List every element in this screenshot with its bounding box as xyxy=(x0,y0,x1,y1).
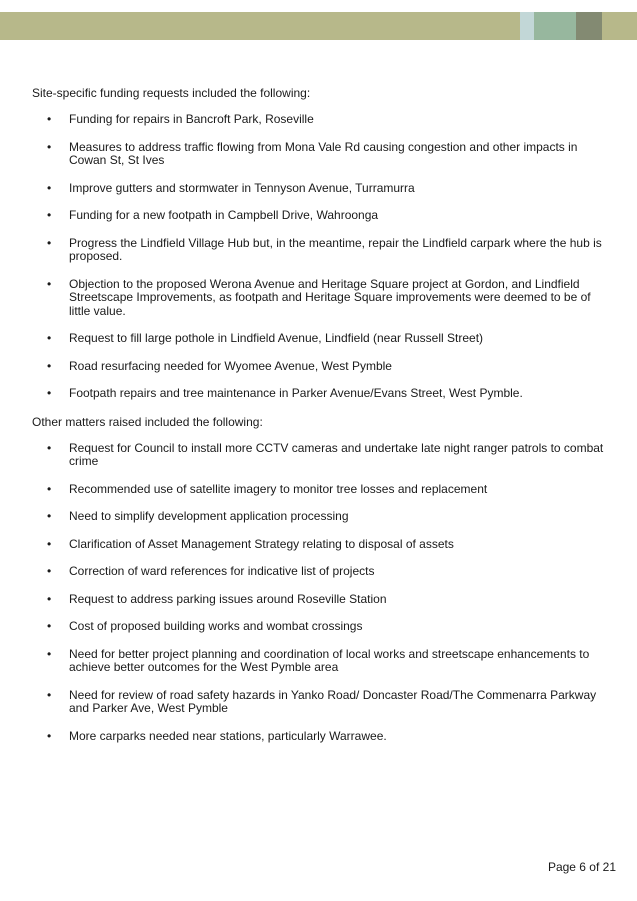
list-item-text: Improve gutters and stormwater in Tennyson Avenue, Turramurra xyxy=(69,180,415,195)
bullet-icon: • xyxy=(47,331,52,345)
header-color-band xyxy=(0,12,637,40)
other-matters-list xyxy=(32,442,612,744)
list-item-text: Request to fill large pothole in Lindfield Avenue, Lindfield (near Russell Street) xyxy=(69,331,484,345)
list-item xyxy=(32,648,612,675)
list-item-text: Request for Council to install more CCTV cameras and undertake late night ranger patrols to combat crime xyxy=(69,440,604,468)
bullet-icon: • xyxy=(47,728,52,743)
header-band-sage xyxy=(534,12,576,40)
list-item xyxy=(32,360,612,374)
bullet-icon: • xyxy=(47,591,52,606)
list-item xyxy=(32,538,612,552)
bullet-icon: • xyxy=(47,276,52,291)
bullet-icon: • xyxy=(47,358,52,373)
bullet-icon: • xyxy=(47,646,52,661)
list-item xyxy=(32,483,612,497)
header-band-light-blue xyxy=(520,12,534,40)
bullet-icon: • xyxy=(47,139,52,154)
list-item xyxy=(32,442,612,469)
page-number: Page 6 of 21 xyxy=(547,860,616,874)
bullet-icon: • xyxy=(47,619,52,633)
list-item-text: Need for better project planning and coordination of local works and streetscape enhancements to achieve better outcomes for the West Pymble area xyxy=(69,646,590,674)
list-item xyxy=(32,332,612,346)
bullet-icon: • xyxy=(47,481,52,496)
list-item-text: Progress the Lindfield Village Hub but, in the meantime, repair the Lindfield carpark where the hub is proposed. xyxy=(69,235,602,263)
bullet-icon: • xyxy=(47,687,52,702)
list-item xyxy=(32,510,612,524)
list-item-text: Footpath repairs and tree maintenance in Parker Avenue/Evans Street, West Pymble. xyxy=(69,386,523,400)
list-item xyxy=(32,387,612,401)
bullet-icon: • xyxy=(47,208,52,222)
list-item-text: Measures to address traffic flowing from Mona Vale Rd causing congestion and other impacts in Cowan St, St Ives xyxy=(69,139,578,167)
list-item xyxy=(32,113,612,127)
site-specific-list xyxy=(32,113,612,401)
list-item-text: Need to simplify development application processing xyxy=(69,509,349,523)
list-item-text: Correction of ward references for indicative list of projects xyxy=(69,564,375,578)
list-item xyxy=(32,593,612,607)
bullet-icon: • xyxy=(47,180,52,195)
bullet-icon: • xyxy=(47,536,52,551)
bullet-icon: • xyxy=(47,440,52,455)
list-item xyxy=(32,620,612,634)
list-item-text: Cost of proposed building works and wombat crossings xyxy=(69,619,363,633)
list-item-text: Objection to the proposed Werona Avenue and Heritage Square project at Gordon, and Lindfield Streetscape Improvements, as footpath and Heritage Square improvements were deemed to be of little value. xyxy=(69,276,591,318)
list-item-text: Need for review of road safety hazards in Yanko Road/ Doncaster Road/The Commenarra Parkway and Parker Ave, West Pymble xyxy=(69,687,597,715)
list-item xyxy=(32,278,612,319)
list-item xyxy=(32,182,612,196)
bullet-icon: • xyxy=(47,509,52,523)
list-item-text: Request to address parking issues around Roseville Station xyxy=(69,591,387,606)
bullet-icon: • xyxy=(47,386,52,400)
list-item xyxy=(32,689,612,716)
list-item xyxy=(32,237,612,264)
intro-site-specific: Site-specific funding requests included the following: xyxy=(32,86,311,100)
list-item-text: More carparks needed near stations, particularly Warrawee. xyxy=(69,728,387,743)
list-item-text: Funding for a new footpath in Campbell Drive, Wahroonga xyxy=(69,208,379,222)
list-item xyxy=(32,565,612,579)
list-item-text: Funding for repairs in Bancroft Park, Roseville xyxy=(69,112,314,126)
header-band-dark-olive xyxy=(576,12,602,40)
list-item-text: Road resurfacing needed for Wyomee Avenue, West Pymble xyxy=(69,358,392,373)
list-item-text: Clarification of Asset Management Strategy relating to disposal of assets xyxy=(69,536,454,551)
header-band-khaki xyxy=(602,12,637,40)
list-item-text: Recommended use of satellite imagery to monitor tree losses and replacement xyxy=(69,481,488,496)
list-item xyxy=(32,141,612,168)
list-item xyxy=(32,209,612,223)
bullet-icon: • xyxy=(47,235,52,250)
intro-other-matters: Other matters raised included the following: xyxy=(32,414,263,429)
list-item xyxy=(32,730,612,744)
document-body xyxy=(32,86,612,757)
bullet-icon: • xyxy=(47,112,52,126)
bullet-icon: • xyxy=(47,564,52,578)
